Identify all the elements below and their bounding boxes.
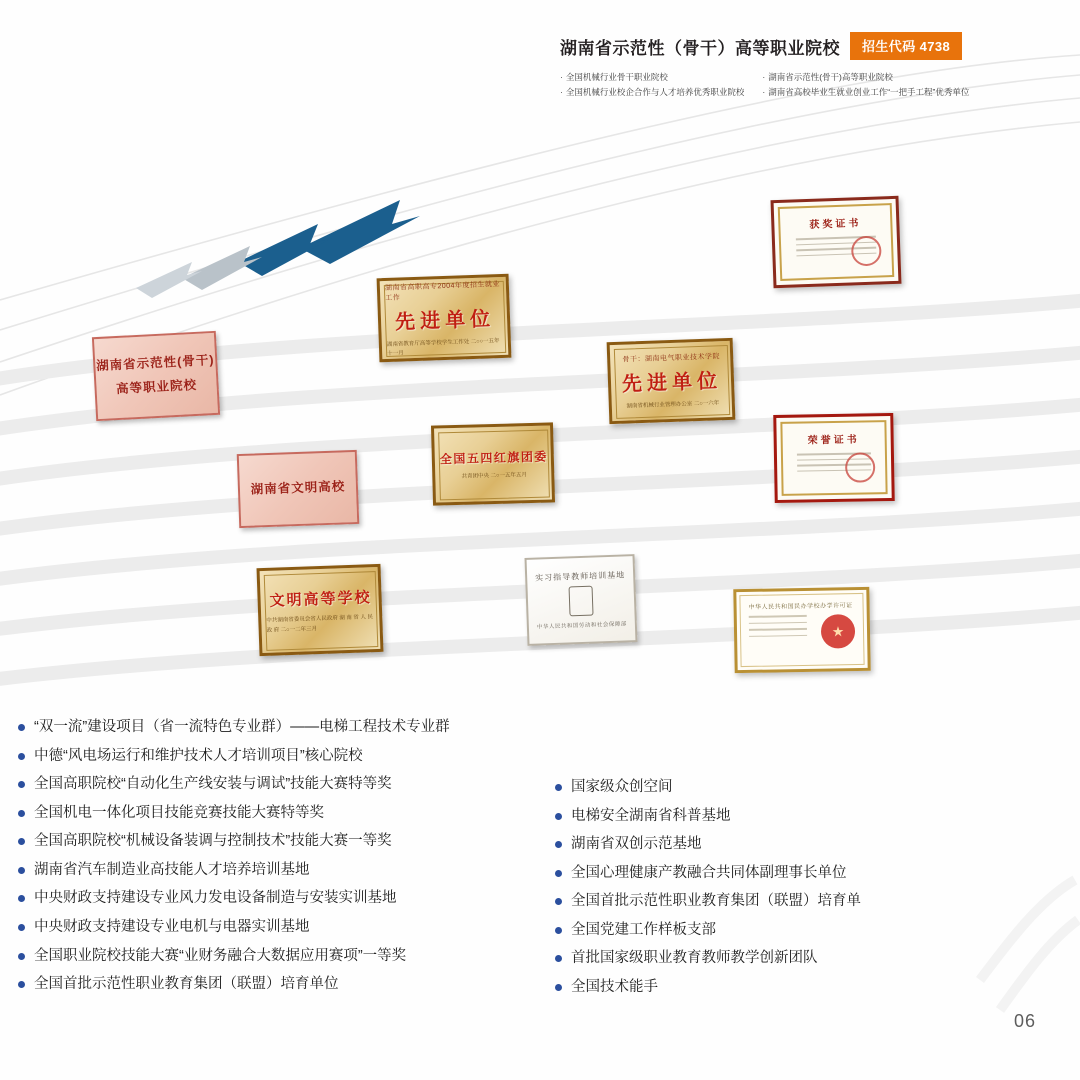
header-subtitle-item: · 全国机械行业校企合作与人才培养优秀职业院校 (560, 85, 744, 100)
cert-line: 高等职业院校 (115, 377, 198, 397)
cert-body (614, 345, 730, 419)
list-item (18, 975, 538, 995)
list-item-label: 湖南省双创示范基地 (571, 836, 702, 853)
bullet-dot-icon (555, 927, 562, 934)
list-item (18, 832, 538, 852)
seal-icon (851, 235, 882, 266)
header-subtitles (560, 70, 1030, 100)
list-item (555, 778, 1055, 798)
cert-civilized-higher-school (257, 564, 384, 656)
cert-footer: 湖南省教育厅高等学校学生工作处 二○○一五年十一月 (386, 337, 500, 358)
cert-footer: 中共湖南省委员会省人民政府 湖 南 省 人 民 政 府 二○一二年三月 (266, 614, 374, 634)
cert-title: 荣誉证书 (807, 434, 860, 447)
list-item-label: 全国技术能手 (571, 978, 658, 995)
bullet-dot-icon (18, 810, 25, 817)
page-number: 06 (1013, 1011, 1036, 1031)
cert-body (739, 593, 864, 667)
bullet-dot-icon (18, 781, 25, 788)
cert-body (384, 281, 506, 357)
list-item (18, 804, 538, 824)
cert-subtitle: 骨干：湖南电气职业技术学院 (622, 353, 721, 365)
list-item (555, 978, 1055, 998)
header-subtitle-item: · 全国机械行业骨干职业院校 (560, 70, 744, 85)
cert-body (527, 556, 636, 644)
bullet-dot-icon (18, 724, 25, 731)
achievements-column-right (555, 778, 1055, 1007)
achievements-column-left (18, 718, 538, 1004)
bullet-dot-icon (18, 895, 25, 902)
cert-subtitle: 湖南省高职高专2004年度招生就业工作 (384, 280, 501, 302)
bullet-dot-icon (18, 953, 25, 960)
list-item-label: 全国首批示范性职业教育集团（联盟）培育单 (571, 893, 861, 910)
header-subtitle-item: · 湖南省示范性(骨干)高等职业院校 (762, 70, 969, 85)
cert-body (778, 203, 895, 281)
list-item (555, 835, 1055, 855)
cert-hunan-civilized-college (237, 450, 360, 528)
bullet-dot-icon (555, 955, 562, 962)
list-item (18, 889, 538, 909)
list-item-label: 中央财政支持建设专业电机与电器实训基地 (34, 918, 310, 935)
list-item-label: 全国高职院校“自动化生产线安装与调试”技能大赛特等奖 (34, 776, 392, 793)
list-item (18, 861, 538, 881)
cert-title: 中华人民共和国民办学校办学许可证 (748, 603, 853, 611)
admission-code-badge: 招生代码 4738 (850, 32, 962, 60)
list-item (555, 921, 1055, 941)
list-item-label: 国家级众创空间 (571, 779, 673, 795)
header-title-row (560, 32, 1030, 60)
cert-electrical-advanced-unit (607, 338, 736, 424)
bullet-dot-icon (18, 867, 25, 874)
cert-line: 湖南省示范性(骨干) (95, 353, 215, 374)
list-item-label: 全国职业院校技能大赛“业财务融合大数据应用赛项”一等奖 (34, 947, 407, 964)
list-item (18, 947, 538, 967)
header (560, 32, 1030, 100)
list-item-label: 电梯安全湖南省科普基地 (571, 807, 731, 824)
list-item-label: “双一流”建设项目（省一流特色专业群）——电梯工程技术专业群 (34, 719, 450, 735)
list-item (18, 747, 538, 767)
cert-may-fourth-red-flag (431, 422, 555, 505)
cert-title: 文明高等学校 (269, 589, 372, 610)
list-item-label: 全国高职院校“机械设备装调与控制技术”技能大赛一等奖 (34, 833, 392, 850)
list-item (18, 718, 538, 738)
cert-advanced-unit-2004 (377, 274, 512, 363)
cert-license (733, 587, 870, 673)
bullet-dot-icon (18, 838, 25, 845)
cert-body (438, 430, 550, 501)
list-item (18, 918, 538, 938)
list-item-label: 全国心理健康产教融合共同体副理事长单位 (571, 864, 847, 881)
cert-body (780, 420, 887, 496)
cert-title: 全国五四红旗团委 (439, 449, 549, 467)
cert-title: 实习指导教师培训基地 (535, 570, 626, 583)
list-item-label: 湖南省汽车制造业高技能人才培养培训基地 (34, 861, 310, 878)
cert-body (264, 571, 379, 651)
emblem-icon (569, 586, 594, 617)
bullet-dot-icon (555, 898, 562, 905)
cert-hunan-demonstrative (92, 331, 220, 421)
list-item (555, 949, 1055, 969)
header-subtitle-item: · 湖南省高校毕业生就业创业工作“一把手工程”优秀单位 (762, 85, 969, 100)
cert-footer: 中华人民共和国劳动和社会保障部 (536, 621, 627, 631)
national-emblem-icon (821, 614, 856, 649)
cert-award-certificate (771, 196, 902, 288)
bullet-dot-icon (555, 784, 562, 791)
header-subtitles-right (762, 70, 969, 100)
bullet-dot-icon (18, 924, 25, 931)
bullet-dot-icon (555, 870, 562, 877)
list-item (555, 807, 1055, 827)
cert-line: 湖南省文明高校 (250, 479, 346, 497)
list-item-label: 首批国家级职业教育教师教学创新团队 (571, 950, 818, 967)
bullet-dot-icon (18, 753, 25, 760)
bullet-dot-icon (555, 984, 562, 991)
bullet-dot-icon (555, 813, 562, 820)
cert-body (239, 452, 357, 526)
list-item-label: 全国机电一体化项目技能竞赛技能大赛特等奖 (34, 804, 324, 821)
seal-icon (845, 452, 876, 483)
list-item-label: 中央财政支持建设专业风力发电设备制造与安装实训基地 (34, 890, 397, 907)
list-item (555, 892, 1055, 912)
page-title: 湖南省示范性（骨干）高等职业院校 (560, 38, 840, 58)
cert-internship-teacher-training (524, 554, 637, 646)
cert-title: 获奖证书 (809, 218, 862, 231)
bullet-dot-icon (555, 841, 562, 848)
cert-text-lines (749, 615, 807, 642)
list-item-label: 全国首批示范性职业教育集团（联盟）培育单位 (34, 976, 339, 993)
cert-title: 先进单位 (394, 307, 496, 334)
list-item (18, 775, 538, 795)
achievements-section (0, 718, 1080, 998)
cert-footer: 湖南省机械行业管理办公室 二○一六年 (626, 400, 720, 410)
cert-title: 先进单位 (621, 370, 723, 397)
list-item-label: 中德“风电场运行和维护技术人才培训项目”核心院校 (34, 747, 363, 764)
cert-footer: 共青团中央 二○一五年五月 (461, 471, 528, 480)
header-subtitles-left (560, 70, 744, 100)
bullet-dot-icon (18, 981, 25, 988)
list-item-label: 全国党建工作样板支部 (571, 921, 716, 938)
list-item (555, 864, 1055, 884)
cert-honor-certificate (773, 413, 895, 503)
cert-body (94, 333, 218, 419)
cert-content (749, 614, 856, 660)
